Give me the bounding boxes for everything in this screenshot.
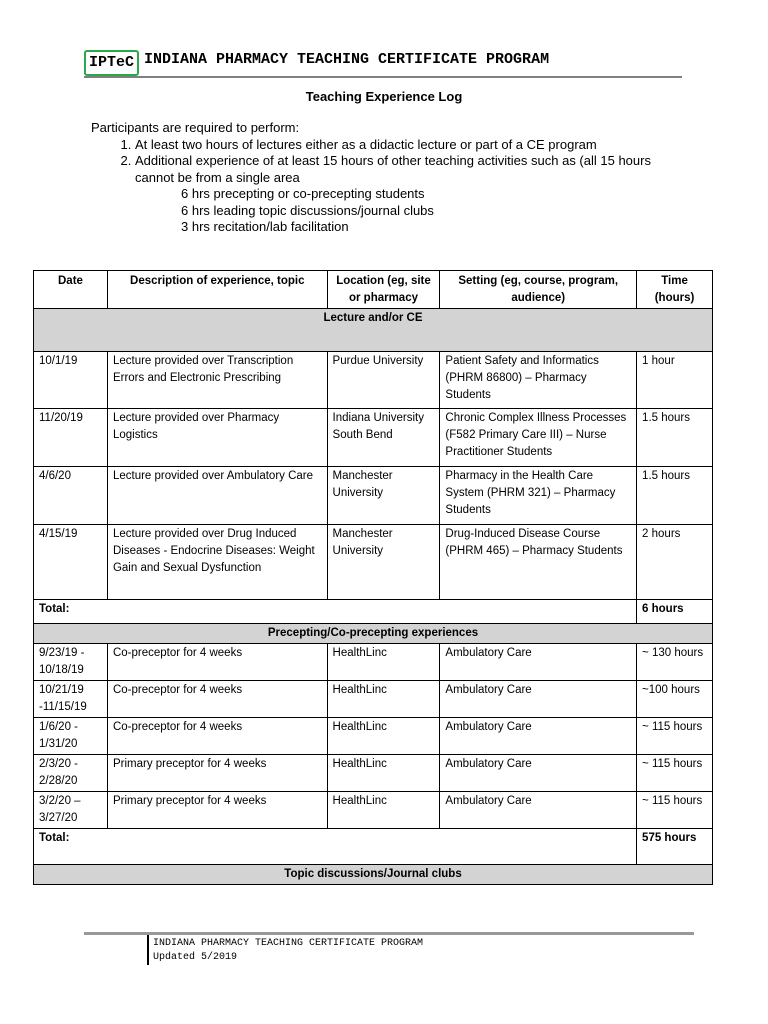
table-row <box>34 755 713 792</box>
cell-location: HealthLinc <box>327 681 440 718</box>
cell-location: HealthLinc <box>327 755 440 792</box>
cell-setting: Ambulatory Care <box>440 644 637 681</box>
cell-description: Co-preceptor for 4 weeks <box>107 644 327 681</box>
cell-time: ~100 hours <box>637 681 713 718</box>
table-row <box>34 525 713 600</box>
requirement-item: 1. At least two hours of lectures either as a didactic lecture or part of a CE program <box>135 137 691 154</box>
cell-date: 2/3/20 - 2/28/20 <box>34 755 108 792</box>
cell-setting: Ambulatory Care <box>440 755 637 792</box>
section-title: Precepting/Co-precepting experiences <box>34 624 713 644</box>
page-title: Teaching Experience Log <box>305 89 463 104</box>
column-header: Description of experience, topic <box>107 271 327 309</box>
total-label: Total: <box>34 600 637 624</box>
cell-date: 11/20/19 <box>34 409 108 467</box>
cell-setting: Chronic Complex Illness Processes (F582 Primary Care III) – Nurse Practitioner Students <box>440 409 637 467</box>
column-header: Location (eg, site or pharmacy <box>327 271 440 309</box>
cell-time: 1.5 hours <box>637 467 713 525</box>
table-row <box>34 352 713 409</box>
section-title: Topic discussions/Journal clubs <box>34 865 713 885</box>
cell-date: 4/6/20 <box>34 467 108 525</box>
sub-requirement: 3 hrs recitation/lab facilitation <box>181 219 349 234</box>
header-divider <box>84 76 682 78</box>
column-header: Date <box>34 271 108 309</box>
cell-location: Purdue University <box>327 352 440 409</box>
section-header-row <box>34 865 713 885</box>
table-row <box>34 718 713 755</box>
total-row <box>34 600 713 624</box>
section-title: Lecture and/or CE <box>34 309 713 352</box>
cell-location: Manchester University <box>327 525 440 600</box>
cell-description: Primary preceptor for 4 weeks <box>107 792 327 829</box>
cell-time: 2 hours <box>637 525 713 600</box>
cell-date: 10/1/19 <box>34 352 108 409</box>
cell-description: Co-preceptor for 4 weeks <box>107 718 327 755</box>
cell-date: 4/15/19 <box>34 525 108 600</box>
cell-description: Co-preceptor for 4 weeks <box>107 681 327 718</box>
cell-description: Lecture provided over Drug Induced Diseases - Endocrine Diseases: Weight Gain and Sexual Dysfunction <box>107 525 327 600</box>
cell-description: Primary preceptor for 4 weeks <box>107 755 327 792</box>
cell-time: 1 hour <box>637 352 713 409</box>
cell-setting: Ambulatory Care <box>440 792 637 829</box>
page-header <box>84 48 684 78</box>
sub-requirement: 6 hrs precepting or co-precepting students <box>181 186 425 201</box>
cell-location: Indiana University South Bend <box>327 409 440 467</box>
cell-date: 10/21/19 -11/15/19 <box>34 681 108 718</box>
cell-location: Manchester University <box>327 467 440 525</box>
requirement-item: 2. Additional experience of at least 15 hours of other teaching activities such as (all 15 hours cannot be from a single area <box>135 153 691 186</box>
footer-bar <box>147 935 149 965</box>
total-row <box>34 829 713 865</box>
section-header-row <box>34 624 713 644</box>
cell-setting: Drug-Induced Disease Course (PHRM 465) – Pharmacy Students <box>440 525 637 600</box>
cell-description: Lecture provided over Pharmacy Logistics <box>107 409 327 467</box>
table-row <box>34 409 713 467</box>
section-header-row <box>34 309 713 352</box>
column-header: Setting (eg, course, program, audience) <box>440 271 637 309</box>
cell-time: ~ 115 hours <box>637 792 713 829</box>
cell-setting: Ambulatory Care <box>440 718 637 755</box>
cell-location: HealthLinc <box>327 644 440 681</box>
cell-time: ~ 115 hours <box>637 755 713 792</box>
footer-updated: Updated 5/2019 <box>153 952 238 963</box>
cell-time: ~ 130 hours <box>637 644 713 681</box>
cell-date: 9/23/19 - 10/18/19 <box>34 644 108 681</box>
table-header-row <box>34 271 713 309</box>
cell-setting: Ambulatory Care <box>440 681 637 718</box>
teaching-log-table <box>33 270 713 885</box>
cell-description: Lecture provided over Ambulatory Care <box>107 467 327 525</box>
program-title: INDIANA PHARMACY TEACHING CERTIFICATE PROGRAM <box>144 51 550 68</box>
table-row <box>34 792 713 829</box>
cell-setting: Patient Safety and Informatics (PHRM 86800) – Pharmacy Students <box>440 352 637 409</box>
cell-time: 1.5 hours <box>637 409 713 467</box>
table-row <box>34 467 713 525</box>
iptec-logo: IPTeC <box>84 50 139 76</box>
table-row <box>34 644 713 681</box>
requirements-intro <box>91 120 691 236</box>
cell-description: Lecture provided over Transcription Errors and Electronic Prescribing <box>107 352 327 409</box>
page-footer <box>153 937 423 965</box>
cell-date: 3/2/20 – 3/27/20 <box>34 792 108 829</box>
cell-date: 1/6/20 - 1/31/20 <box>34 718 108 755</box>
total-value: 575 hours <box>637 829 713 865</box>
cell-setting: Pharmacy in the Health Care System (PHRM 321) – Pharmacy Students <box>440 467 637 525</box>
footer-program: INDIANA PHARMACY TEACHING CERTIFICATE PROGRAM <box>153 938 424 949</box>
requirements-lead: Participants are required to perform: <box>91 120 300 135</box>
footer-divider <box>84 932 694 935</box>
cell-location: HealthLinc <box>327 792 440 829</box>
sub-requirement: 6 hrs leading topic discussions/journal clubs <box>181 202 434 218</box>
cell-location: HealthLinc <box>327 718 440 755</box>
column-header: Time (hours) <box>637 271 713 309</box>
table-row <box>34 681 713 718</box>
total-value: 6 hours <box>637 600 713 624</box>
requirements-list <box>91 137 691 187</box>
total-label: Total: <box>34 829 637 865</box>
cell-time: ~ 115 hours <box>637 718 713 755</box>
